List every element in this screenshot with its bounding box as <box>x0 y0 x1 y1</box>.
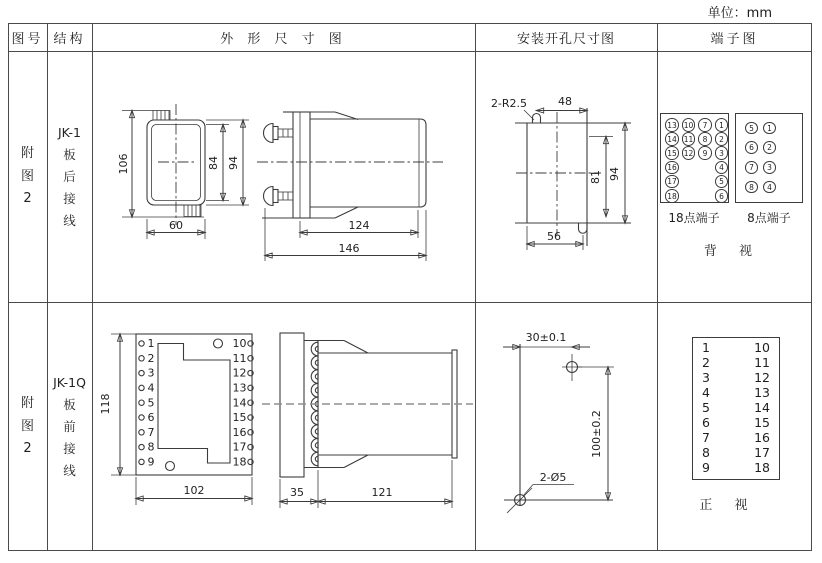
terminal-table-row <box>702 342 770 355</box>
terminal-number: 15 <box>754 415 770 431</box>
terminal-14: 14 <box>665 132 679 146</box>
dim-30: 30±0.1 <box>525 331 567 344</box>
terminal-bump-center <box>315 388 318 393</box>
row1-structure <box>47 51 92 302</box>
dim-121: 121 <box>371 486 393 499</box>
row2-structure <box>47 302 92 551</box>
terminal-pin-number: 6 <box>147 411 155 425</box>
terminal-number: 18 <box>754 459 770 475</box>
terminal-bump-center <box>315 429 318 434</box>
hole-diameter-label: 2-Ø5 <box>539 471 567 484</box>
header-structure: 结构 <box>53 31 86 47</box>
label-line: 前 <box>63 419 76 434</box>
jk1q-front-right-terminals <box>233 337 254 468</box>
terminal-block-8-label: 8点端子 <box>747 211 791 225</box>
terminal-bump-center <box>315 456 318 461</box>
terminal-block-8 <box>735 113 803 203</box>
terminal-pin-circle <box>139 370 144 375</box>
terminal-pin-circle <box>139 400 144 405</box>
dim-94-front: 94 <box>227 156 240 170</box>
terminal-9: 9 <box>698 146 712 160</box>
terminal-bump-center <box>315 346 318 351</box>
terminal-pin-circle <box>139 385 144 390</box>
terminal-number: 6 <box>702 415 710 431</box>
terminal-3: 3 <box>763 161 776 174</box>
terminal-block-18 <box>660 113 729 203</box>
terminal-4: 4 <box>763 181 776 194</box>
terminal-number: 1 <box>702 340 710 356</box>
jk1q-outline-drawing <box>92 302 475 551</box>
terminal-number: 8 <box>702 445 710 460</box>
terminal-pin-number: 10 <box>232 337 247 351</box>
terminal-3: 3 <box>715 146 729 160</box>
terminal-number: 14 <box>754 400 770 416</box>
terminal-block-18-label: 18点端子 <box>668 211 720 225</box>
terminal-pin-number: 16 <box>232 425 247 439</box>
dim-94-install: 94 <box>608 167 621 181</box>
terminal-pin-number: 12 <box>232 366 247 380</box>
terminal-1: 1 <box>715 118 729 132</box>
dim-56: 56 <box>547 230 561 243</box>
bottom-mount-slot <box>579 223 588 233</box>
terminal-1: 1 <box>763 122 776 135</box>
terminal-screw-top <box>264 124 294 143</box>
inner-step-outline <box>158 344 230 464</box>
mount-hole-bottom <box>166 462 175 471</box>
header-terminal: 端子图 <box>710 31 759 47</box>
terminal-number: 2 <box>702 355 710 371</box>
terminal-table-row <box>702 402 770 415</box>
terminal-bump-center <box>315 415 318 420</box>
label-line: 线 <box>63 463 76 478</box>
row1-fig-no <box>8 51 47 302</box>
unit-label: 单位：mm <box>707 6 772 21</box>
terminal-bump <box>311 425 318 439</box>
bottom-mount-tab <box>184 205 201 217</box>
terminal-6: 6 <box>745 141 758 154</box>
terminal-number: 3 <box>702 370 710 386</box>
terminal-5: 5 <box>715 175 729 189</box>
jk1q-install-drawing <box>475 302 657 551</box>
panel-plate <box>280 333 304 477</box>
dim-60: 60 <box>169 219 183 232</box>
terminal-16: 16 <box>665 161 679 175</box>
terminal-table-row <box>702 447 770 460</box>
terminal-number: 9 <box>702 459 710 475</box>
terminal-6: 6 <box>715 189 729 203</box>
terminal-pin-circle <box>139 430 144 435</box>
dim-118: 118 <box>99 393 112 415</box>
relay-flange <box>293 112 310 218</box>
dim-100: 100±0.2 <box>590 410 603 458</box>
label-line: 板 <box>63 397 76 412</box>
slot-radius-label: 2-R2.5 <box>490 97 528 110</box>
terminal-pin-number: 9 <box>147 455 155 469</box>
terminal-8: 8 <box>698 132 712 146</box>
terminal-12: 12 <box>682 146 696 160</box>
label-line: JK-1 <box>57 125 82 140</box>
terminal-number: 7 <box>702 430 710 446</box>
relay-body-side <box>310 119 426 207</box>
terminal-table-row <box>702 357 770 370</box>
terminal-pin-number: 4 <box>147 381 155 395</box>
terminal-13: 13 <box>665 118 679 132</box>
label-line: 2 <box>23 191 32 207</box>
top-mount-tab <box>153 111 170 121</box>
dim-124: 124 <box>348 219 370 232</box>
dim-84: 84 <box>207 156 220 170</box>
terminal-table-row <box>702 417 770 430</box>
terminal-pin-number: 2 <box>147 351 155 365</box>
terminal-pin-number: 7 <box>147 425 155 439</box>
terminal-pin-circle <box>139 444 144 449</box>
label-line: JK-1Q <box>53 375 86 390</box>
terminal-pin-number: 3 <box>147 366 155 380</box>
terminal-5: 5 <box>745 122 758 135</box>
terminal-8: 8 <box>745 181 758 194</box>
label-line: 2 <box>23 441 32 457</box>
terminal-pin-number: 8 <box>147 440 155 454</box>
terminal-bump <box>311 370 318 384</box>
jk1-install-drawing <box>475 51 657 302</box>
top-mount-slot <box>533 114 541 124</box>
dim-146: 146 <box>338 242 360 255</box>
rear-view-label: 背 视 <box>703 244 762 259</box>
terminal-7: 7 <box>698 118 712 132</box>
terminal-15: 15 <box>665 146 679 160</box>
terminal-pin-number: 13 <box>232 381 247 395</box>
terminal-bump <box>311 342 318 356</box>
terminal-pin-number: 1 <box>147 337 155 351</box>
col-divider-4 <box>657 23 658 551</box>
header-outline: 外 形 尺 寸 图 <box>220 31 347 47</box>
terminal-number: 4 <box>702 385 710 401</box>
terminal-pin-number: 14 <box>232 396 247 410</box>
terminal-bump-center <box>315 443 318 448</box>
terminal-number: 12 <box>754 370 770 386</box>
terminal-pin-number: 18 <box>232 455 247 469</box>
terminal-pin-circle <box>139 341 144 346</box>
terminal-pin-number: 5 <box>147 396 155 410</box>
label-line: 附 <box>20 396 34 412</box>
header-fig-no: 图号 <box>11 31 44 47</box>
terminal-table-row <box>702 459 770 475</box>
row2-fig-no <box>8 302 47 551</box>
terminal-number: 16 <box>754 430 770 446</box>
terminal-table-row <box>702 432 770 445</box>
dim-81: 81 <box>589 170 602 184</box>
terminal-bump <box>311 452 318 466</box>
jk1q-front-left-terminals <box>139 337 155 468</box>
terminal-2: 2 <box>763 141 776 154</box>
terminal-bump-center <box>315 360 318 365</box>
terminal-pin-number: 17 <box>232 440 247 454</box>
terminal-pin-number: 11 <box>232 351 247 365</box>
header-install: 安装开孔尺寸图 <box>516 31 615 47</box>
terminal-bump <box>311 438 318 452</box>
terminal-2: 2 <box>715 132 729 146</box>
terminal-7: 7 <box>745 161 758 174</box>
label-line: 接 <box>63 191 76 206</box>
terminal-number: 17 <box>754 445 770 460</box>
dim-48: 48 <box>558 95 572 108</box>
terminal-pin-circle <box>139 415 144 420</box>
terminal-18: 18 <box>665 189 679 203</box>
terminal-4: 4 <box>715 161 729 175</box>
label-line: 线 <box>63 213 76 228</box>
terminal-bump <box>311 356 318 370</box>
dim-35: 35 <box>290 486 304 499</box>
terminal-number: 13 <box>754 385 770 401</box>
label-line: 图 <box>20 168 34 184</box>
mount-hole-top <box>214 339 223 348</box>
terminal-pin-circle <box>139 459 144 464</box>
terminal-pin-number: 15 <box>232 411 247 425</box>
jk1-outline-drawing <box>92 51 475 302</box>
terminal-bump-center <box>315 374 318 379</box>
terminal-bump <box>311 411 318 425</box>
label-line: 附 <box>20 146 34 162</box>
terminal-bump <box>311 383 318 397</box>
label-line: 板 <box>63 147 76 162</box>
terminal-10: 10 <box>682 118 696 132</box>
label-line: 接 <box>63 441 76 456</box>
terminal-table-row <box>702 387 770 400</box>
terminal-screw-bottom <box>264 187 294 206</box>
terminal-table <box>692 337 780 480</box>
dim-102: 102 <box>183 484 205 497</box>
terminal-pin-circle <box>139 356 144 361</box>
terminal-11: 11 <box>682 132 696 146</box>
front-view-label: 正 视 <box>699 498 757 513</box>
terminal-number: 10 <box>754 340 770 356</box>
terminal-number: 11 <box>754 355 770 371</box>
terminal-number: 5 <box>702 400 710 416</box>
label-line: 图 <box>20 418 34 434</box>
terminal-17: 17 <box>665 175 679 189</box>
terminal-table-row <box>702 372 770 385</box>
dim-106: 106 <box>117 153 130 175</box>
label-line: 后 <box>63 169 76 184</box>
